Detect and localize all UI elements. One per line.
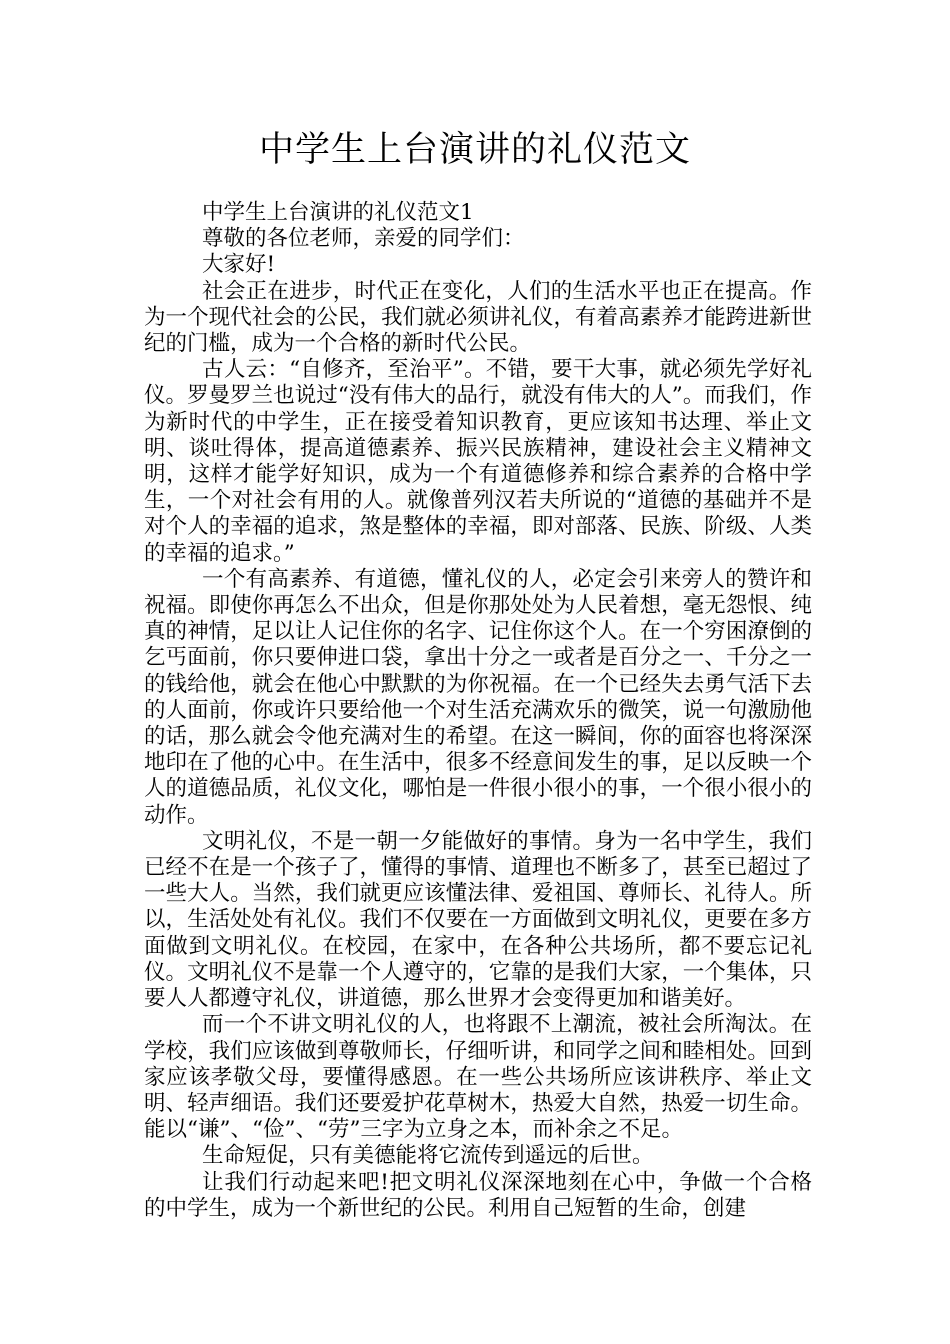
paragraph: 而一个不讲文明礼仪的人，也将跟不上潮流，被社会所淘汰。在学校，我们应该做到尊敬师长，仔细听讲，和同学之间和睦相处。回到家应该孝敬父母，要懂得感恩。在一些公共场所应该讲秩序、举止文明、轻声细语。我们还要爱护花草树木，热爱大自然，热爱一切生命。能以“谦”、“俭”、“劳”三字为立身之本，而补余之不足。 [144, 1012, 812, 1143]
paragraph: 社会正在进步，时代正在变化，人们的生活水平也正在提高。作为一个现代社会的公民，我们就必须讲礼仪，有着高素养才能跨进新世纪的门槛，成为一个合格的新时代公民。 [144, 278, 812, 357]
paragraph: 文明礼仪，不是一朝一夕能做好的事情。身为一名中学生，我们已经不在是一个孩子了，懂得的事情、道理也不断多了，甚至已超过了一些大人。当然，我们就更应该懂法律、爱祖国、尊师长、礼待人。所以，生活处处有礼仪。我们不仅要在一方面做到文明礼仪，更要在多方面做到文明礼仪。在校园，在家中，在各种公共场所，都不要忘记礼仪。文明礼仪不是靠一个人遵守的，它靠的是我们大家，一个集体，只要人人都遵守礼仪，讲道德，那么世界才会变得更加和谐美好。 [144, 828, 812, 1012]
section-heading: 中学生上台演讲的礼仪范文1 [202, 200, 474, 225]
document-body [144, 200, 812, 1222]
salutation: 尊敬的各位老师，亲爱的同学们： [202, 226, 525, 252]
paragraph: 生命短促，只有美德能将它流传到遥远的后世。 [202, 1143, 654, 1169]
greeting: 大家好! [202, 252, 276, 278]
paragraph: 一个有高素养、有道德，懂礼仪的人，必定会引来旁人的赞许和祝福。即使你再怎么不出众，但是你那处处为人民着想，毫无怨恨、纯真的神情，足以让人记住你的名字、记住你这个人。在一个穷困潦倒的乞丐面前，你只要伸进口袋，拿出十分之一或者是百分之一、千分之一的钱给他，就会在他心中默默的为你祝福。在一个已经失去勇气活下去的人面前，你或许只要给他一个对生活充满欢乐的微笑，说一句激励他的话，那么就会令他充满对生的希望。在这一瞬间，你的面容也将深深地印在了他的心中。在生活中，很多不经意间发生的事，足以反映一个人的道德品质，礼仪文化，哪怕是一件很小很小的事，一个很小很小的动作。 [144, 566, 812, 828]
paragraph: 让我们行动起来吧!把文明礼仪深深地刻在心中，争做一个合格的中学生，成为一个新世纪的公民。利用自己短暂的生命，创建 [144, 1169, 812, 1221]
document-title: 中学生上台演讲的礼仪范文 [258, 130, 691, 170]
paragraph: 古人云：“自修齐，至治平”。不错，要干大事，就必须先学好礼仪。罗曼罗兰也说过“没有伟大的品行，就没有伟大的人”。而我们，作为新时代的中学生，正在接受着知识教育，更应该知书达理、举止文明、谈吐得体，提高道德素养、振兴民族精神，建设社会主义精神文明，这样才能学好知识，成为一个有道德修养和综合素养的合格中学生，一个对社会有用的人。就像普列汉若夫所说的“道德的基础并不是对个人的幸福的追求，煞是整体的幸福，即对部落、民族、阶级、人类的幸福的追求。” [144, 357, 812, 566]
